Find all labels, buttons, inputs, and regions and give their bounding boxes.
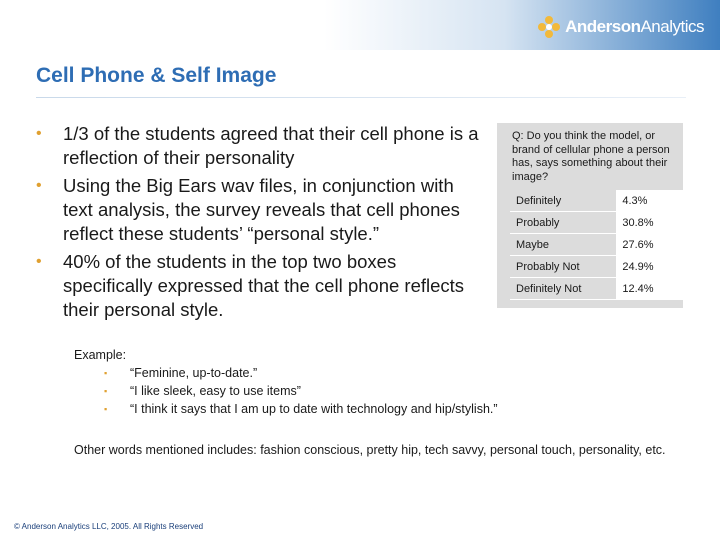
- other-words-text: Other words mentioned includes: fashion conscious, pretty hip, tech savvy, personal touch, personality, etc.: [74, 443, 666, 457]
- table-row: [510, 212, 686, 234]
- square-bullet: ▪: [104, 368, 108, 378]
- example-quote: “I think it says that I am up to date with technology and hip/stylish.”: [130, 402, 498, 416]
- list-item: [74, 382, 674, 400]
- response-value: 4.3%: [616, 190, 686, 212]
- results-table: [510, 190, 686, 300]
- bullet-list: [36, 122, 486, 326]
- bullet-dot: •: [36, 125, 42, 142]
- bullet-item: [36, 250, 486, 322]
- response-label: Probably: [510, 212, 616, 234]
- response-label: Probably Not: [510, 256, 616, 278]
- table-row: [510, 190, 686, 212]
- list-item: [74, 364, 674, 382]
- response-value: 12.4%: [616, 278, 686, 300]
- list-item: [74, 400, 674, 418]
- example-quote: “I like sleek, easy to use items”: [130, 384, 301, 398]
- bullet-item: [36, 174, 486, 246]
- bullet-text: 1/3 of the students agreed that their cell phone is a reflection of their personality: [63, 123, 479, 168]
- response-label: Definitely Not: [510, 278, 616, 300]
- bullet-text: 40% of the students in the top two boxes specifically expressed that the cell phone reflects their personal style.: [63, 251, 465, 320]
- square-bullet: ▪: [104, 386, 108, 396]
- table-row: [510, 256, 686, 278]
- square-bullet: ▪: [104, 404, 108, 414]
- title-divider: [36, 97, 686, 98]
- logo-text-part2: Analytics: [640, 17, 704, 36]
- table-row: [510, 234, 686, 256]
- response-label: Maybe: [510, 234, 616, 256]
- example-quote: “Feminine, up-to-date.”: [130, 366, 258, 380]
- bullet-dot: •: [36, 177, 42, 194]
- example-list: [74, 364, 674, 418]
- bullet-dot: •: [36, 253, 42, 270]
- copyright-footer: © Anderson Analytics LLC, 2005. All Rights Reserved: [14, 522, 204, 531]
- response-value: 24.9%: [616, 256, 686, 278]
- response-label: Definitely: [510, 190, 616, 212]
- bullet-item: [36, 122, 486, 170]
- table-row: [510, 278, 686, 300]
- example-section: [74, 346, 674, 418]
- survey-question: Q: Do you think the model, or brand of cellular phone a person has, says something about their image?: [512, 130, 670, 183]
- logo-text: [565, 17, 704, 37]
- company-logo: [536, 14, 704, 40]
- bullet-text: Using the Big Ears wav files, in conjunction with text analysis, the survey reveals that cell phones reflect these students’ “personal style.”: [63, 175, 460, 244]
- example-heading: Example:: [74, 348, 127, 362]
- response-value: 30.8%: [616, 212, 686, 234]
- anderson-analytics-logo-icon: [536, 14, 562, 40]
- response-value: 27.6%: [616, 234, 686, 256]
- slide-title: Cell Phone & Self Image: [36, 64, 277, 87]
- logo-text-part1: Anderson: [565, 17, 641, 36]
